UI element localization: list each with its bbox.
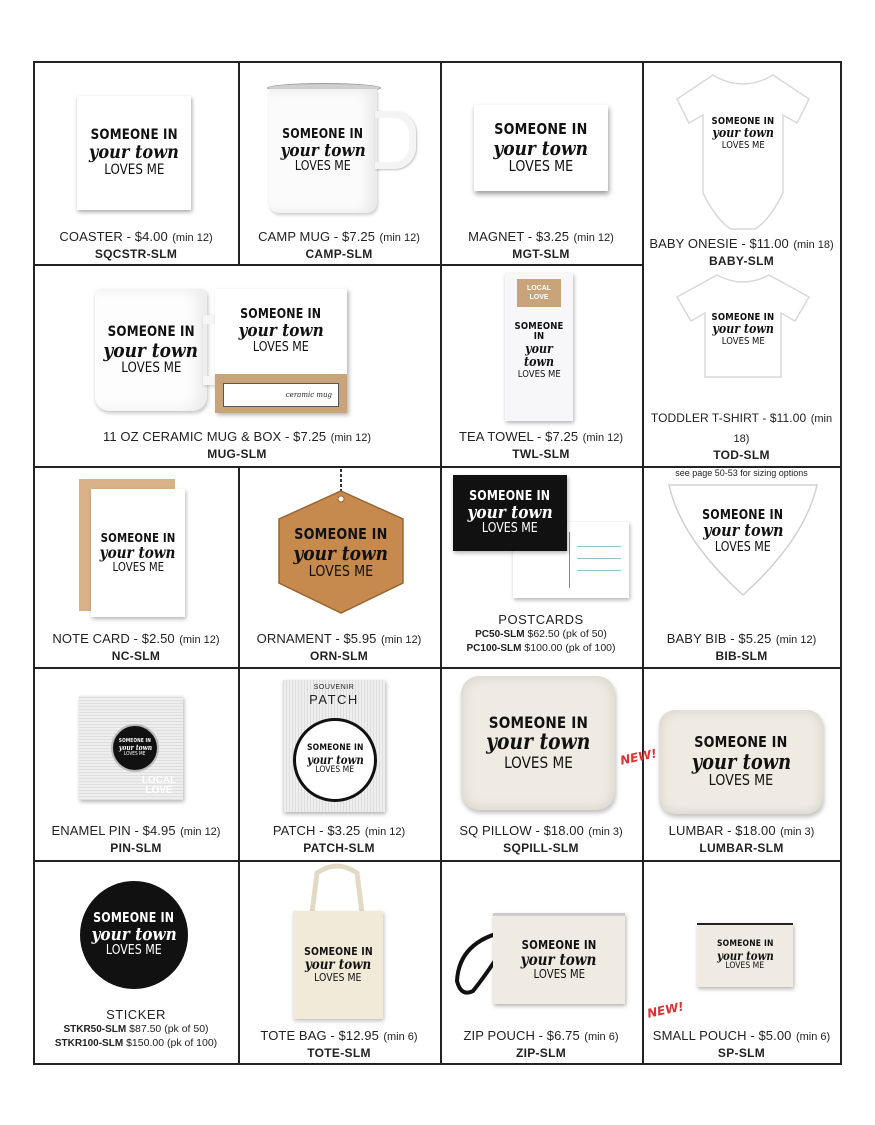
product-min: (min 12) (180, 826, 221, 838)
product-name: BABY ONESIE - $11.00 (649, 236, 789, 251)
design-line2: your town (716, 948, 774, 963)
product-lumbar[interactable] (643, 668, 840, 860)
design-line3: LOVES ME (482, 521, 538, 537)
sq-pillow-image (461, 676, 615, 810)
product-min: (min 12) (379, 232, 420, 244)
product-sku: CAMP-SLM (305, 247, 373, 261)
product-sku: PC100-SLM (466, 642, 522, 654)
ornament-caption (239, 629, 439, 664)
tea-towel-caption (441, 427, 641, 462)
product-price: $62.50 (527, 628, 560, 641)
product-sticker[interactable] (35, 861, 237, 1063)
sticker-image (80, 881, 188, 989)
local-love-mark: LOCAL LOVE (141, 775, 177, 796)
product-min: (min 6) (383, 1031, 418, 1043)
product-sku: MUG-SLM (207, 447, 267, 461)
product-min: (min 6) (584, 1031, 619, 1043)
coaster-caption (35, 227, 237, 262)
product-price: $150.00 (126, 1036, 165, 1049)
design-line1: SOMEONE IN (240, 307, 322, 323)
product-min: (min 12) (364, 826, 406, 838)
product-min: (min 12) (775, 634, 817, 646)
product-min: (min 12) (179, 634, 220, 646)
product-pack: (pk of 100) (565, 641, 616, 654)
product-name: POSTCARDS (498, 612, 584, 627)
product-zip-pouch[interactable] (441, 861, 641, 1063)
product-name: ZIP POUCH - $6.75 (463, 1028, 580, 1043)
patch-card-image (283, 680, 385, 812)
design-line1: SOMEONE IN (521, 938, 597, 952)
product-name: TODDLER T-SHIRT - $11.00 (650, 411, 807, 425)
patch-label: PATCH (309, 692, 359, 707)
product-name: BABY BIB - $5.25 (666, 631, 772, 646)
sizing-note: see page 50-53 for sizing options (675, 468, 808, 478)
product-name: SQ PILLOW - $18.00 (459, 823, 584, 838)
design-line2: your town (118, 743, 152, 753)
pin-image (111, 724, 159, 772)
product-sku: SQPILL-SLM (503, 841, 579, 855)
design-line1: SOMEONE IN (93, 910, 175, 926)
camp-mug-image (267, 83, 417, 223)
product-sku: TOTE-SLM (307, 1046, 371, 1060)
product-price: $100.00 (524, 641, 563, 654)
souvenir-label: SOUVENIR (313, 684, 355, 691)
product-sku: PIN-SLM (110, 841, 162, 855)
product-min: (min 12) (573, 232, 614, 244)
product-tea-towel[interactable] (441, 265, 641, 465)
tshirt-print (703, 305, 783, 355)
product-name: TEA TOWEL - $7.25 (458, 429, 579, 444)
tote-bag-image (293, 911, 383, 1019)
product-pack: (pk of 50) (562, 628, 607, 641)
design-line2: your town (238, 320, 324, 342)
product-name: NOTE CARD - $2.50 (52, 631, 175, 646)
product-min: (min 18) (793, 239, 834, 251)
product-name: 11 OZ CERAMIC MUG & BOX - $7.25 (103, 429, 327, 444)
design-line2: your town (702, 521, 784, 542)
postcard-front-image (453, 475, 567, 551)
camp-mug-caption (239, 227, 439, 262)
product-sku: LUMBAR-SLM (699, 841, 784, 855)
tea-towel-image (505, 273, 573, 421)
product-price: $87.50 (129, 1023, 162, 1036)
design-line1: SOMEONE IN (282, 126, 364, 142)
design-line3: LOVES ME (103, 161, 165, 178)
product-sku: SQCSTR-SLM (94, 247, 178, 261)
design-line3: LOVES ME (517, 368, 561, 380)
product-pack: (pk of 100) (166, 1036, 218, 1049)
design-line2: your town (485, 729, 591, 756)
design-line3: LOVES ME (112, 560, 164, 575)
design-line1: SOMEONE IN (118, 738, 152, 745)
design-line1: SOMEONE IN (711, 115, 775, 127)
design-line3: LOVES ME (314, 971, 362, 985)
design-line2: your town (712, 126, 774, 142)
bib-print (693, 501, 793, 563)
product-postcards[interactable] (441, 467, 641, 667)
design-line1: SOMEONE IN (494, 119, 588, 138)
design-line3: LOVES ME (725, 961, 765, 972)
new-badge: NEW! (645, 999, 686, 1021)
product-min: (min 3) (780, 826, 815, 838)
product-sku: TWL-SLM (512, 447, 570, 461)
product-name: LUMBAR - $18.00 (668, 823, 776, 838)
product-baby-bib[interactable] (643, 467, 840, 667)
design-line3: LOVES ME (308, 561, 374, 580)
design-line1: SOMEONE IN (716, 939, 774, 950)
product-pack: (pk of 50) (164, 1023, 209, 1036)
sq-pillow-caption (441, 821, 641, 856)
product-sku: TOD-SLM (713, 448, 770, 462)
product-name: TOTE BAG - $12.95 (260, 1028, 379, 1043)
design-line1: SOMEONE IN (294, 524, 388, 543)
product-sku: ZIP-SLM (515, 1046, 567, 1060)
product-sku: ORN-SLM (309, 649, 369, 663)
design-line3: LOVES ME (708, 771, 774, 790)
new-badge: NEW! (618, 746, 659, 768)
product-name: COASTER - $4.00 (59, 229, 168, 244)
product-tote-bag[interactable] (239, 861, 439, 1063)
design-line2: your town (304, 956, 372, 973)
product-sku: STKR50-SLM (63, 1024, 127, 1036)
small-pouch-image (697, 923, 793, 987)
design-line1: SOMEONE IN (469, 488, 551, 504)
patch-image (293, 718, 377, 802)
design-line3: LOVES ME (715, 539, 771, 555)
design-line3: LOVES ME (503, 752, 573, 772)
product-name: CAMP MUG - $7.25 (258, 229, 376, 244)
design-line3: LOVES ME (295, 159, 351, 175)
design-line3: LOVES ME (120, 359, 182, 376)
zip-pouch-caption (441, 1026, 641, 1061)
local-love-tag: LOCAL LOVE (517, 279, 561, 307)
lumbar-caption (643, 821, 840, 856)
product-sku: PC50-SLM (475, 629, 525, 641)
design-line2: your town (712, 322, 774, 338)
design-line1: SOMEONE IN (711, 311, 775, 323)
product-sku: SP-SLM (717, 1046, 766, 1060)
design-line1: SOMEONE IN (303, 945, 373, 959)
product-name: MAGNET - $3.25 (468, 229, 570, 244)
product-mug-and-box[interactable] (35, 265, 439, 465)
design-line3: LOVES ME (533, 967, 585, 982)
design-line1: SOMEONE IN (100, 531, 176, 545)
product-sku: BABY-SLM (708, 254, 775, 268)
product-min: (min 12) (582, 432, 624, 444)
product-min: (min 3) (588, 826, 623, 838)
magnet-caption (441, 227, 641, 262)
product-min: (min 6) (795, 1031, 831, 1043)
design-line2: your town (523, 341, 555, 371)
design-line3: LOVES ME (124, 750, 146, 757)
product-camp-mug[interactable] (239, 63, 439, 263)
product-magnet[interactable] (441, 63, 641, 263)
sticker-caption (35, 1007, 237, 1050)
product-ornament[interactable] (239, 467, 439, 667)
design-line1: SOMEONE IN (514, 320, 564, 343)
design-line3: LOVES ME (106, 943, 162, 959)
design-line1: SOMEONE IN (702, 508, 784, 524)
coaster-image (77, 96, 191, 210)
design-line1: SOMEONE IN (306, 743, 364, 754)
product-sku: PATCH-SLM (303, 841, 375, 855)
product-enamel-pin[interactable] (35, 668, 237, 860)
design-line2: your town (91, 923, 177, 945)
product-toddler-tshirt[interactable] (643, 265, 840, 478)
product-name: PATCH - $3.25 (272, 823, 361, 838)
design-line2: your town (521, 949, 597, 969)
product-min: (min 18) (733, 413, 833, 445)
design-line2: your town (293, 540, 389, 565)
mug-box-image (215, 289, 347, 413)
product-sku: MGT-SLM (512, 247, 570, 261)
bib-caption (643, 629, 840, 664)
design-line1: SOMEONE IN (107, 323, 195, 340)
product-baby-onesie[interactable] (643, 63, 840, 268)
design-line3: LOVES ME (721, 335, 765, 347)
design-line3: LOVES ME (253, 339, 309, 355)
onesie-caption (643, 234, 840, 269)
postcards-caption (441, 612, 641, 655)
product-min: (min 12) (380, 634, 422, 646)
product-min: (min 12) (330, 432, 371, 444)
product-sku: NC-SLM (111, 649, 161, 663)
product-min: (min 12) (172, 232, 213, 244)
zip-pouch-image (493, 913, 625, 1004)
product-name: SMALL POUCH - $5.00 (652, 1028, 792, 1043)
product-note-card[interactable] (35, 467, 237, 667)
note-card-image (91, 489, 185, 617)
tote-caption (239, 1026, 439, 1061)
pin-caption (35, 821, 237, 856)
design-line2: your town (493, 135, 589, 160)
mug-box-caption (35, 427, 439, 462)
product-patch[interactable] (239, 668, 439, 860)
design-line3: LOVES ME (721, 139, 765, 151)
design-line3: LOVES ME (315, 765, 355, 776)
design-line3: LOVES ME (508, 156, 574, 175)
product-sku: BIB-SLM (715, 649, 768, 663)
lumbar-image (659, 710, 823, 814)
product-name: ENAMEL PIN - $4.95 (51, 823, 176, 838)
magnet-image (474, 105, 608, 191)
design-line1: SOMEONE IN (90, 127, 178, 144)
onesie-print (703, 109, 783, 159)
design-line2: your town (280, 139, 366, 161)
product-name: ORNAMENT - $5.95 (256, 631, 377, 646)
note-card-caption (35, 629, 237, 664)
design-line2: your town (691, 748, 791, 774)
design-line2: your town (306, 752, 364, 767)
design-line1: SOMEONE IN (694, 733, 788, 752)
design-line2: your town (89, 141, 179, 164)
design-line2: your town (103, 337, 199, 362)
design-line2: your town (467, 501, 553, 523)
product-coaster[interactable] (35, 63, 237, 263)
patch-caption (239, 821, 439, 856)
product-small-pouch[interactable] (643, 861, 840, 1063)
product-sq-pillow[interactable] (441, 668, 641, 860)
product-name: STICKER (106, 1007, 166, 1022)
pin-card-image (79, 696, 183, 800)
product-sku: STKR100-SLM (54, 1037, 124, 1049)
box-label: ceramic mug (223, 383, 339, 407)
small-pouch-caption (643, 1026, 840, 1061)
design-line2: your town (100, 542, 176, 562)
ornament-print (281, 515, 401, 591)
design-line1: SOMEONE IN (488, 712, 588, 732)
